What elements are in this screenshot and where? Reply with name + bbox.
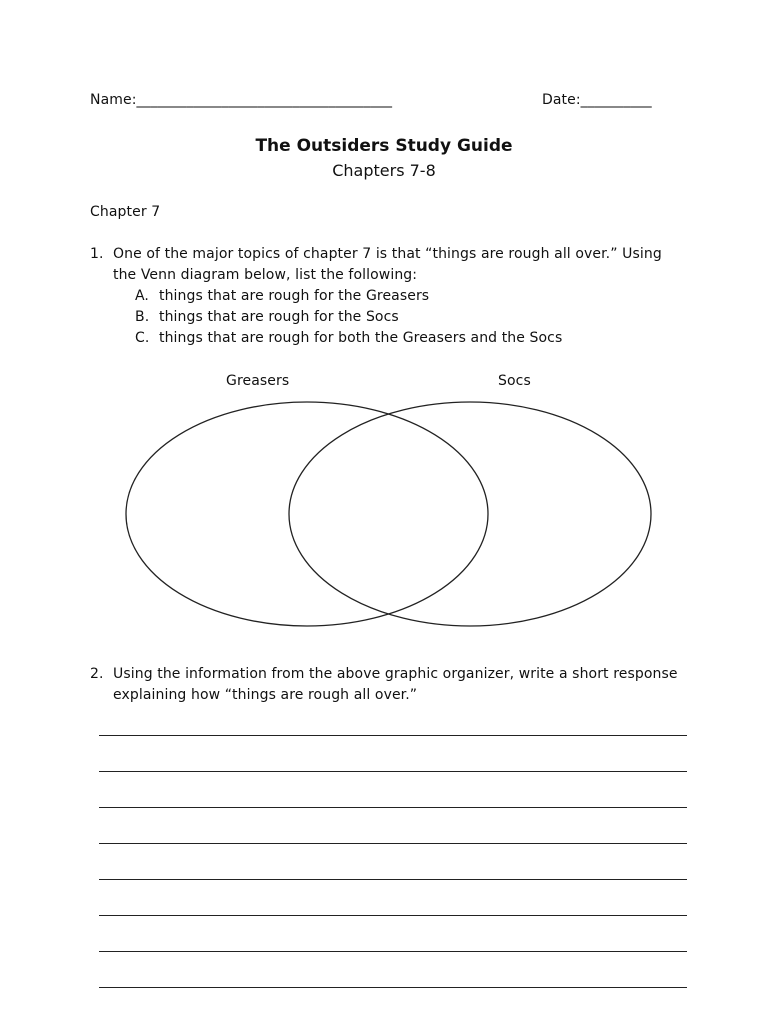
list-item: things that are rough for the Socs — [159, 309, 399, 325]
venn-diagram — [110, 390, 670, 640]
venn-label-greasers: Greasers — [226, 373, 290, 389]
question-2-number: 2. — [90, 666, 104, 682]
answer-line[interactable] — [99, 807, 687, 808]
question-2-text-line-2: explaining how “things are rough all over.” — [113, 687, 418, 703]
page-subtitle: Chapters 7-8 — [332, 161, 436, 180]
answer-line[interactable] — [99, 879, 687, 880]
answer-line[interactable] — [99, 771, 687, 772]
answer-line[interactable] — [99, 951, 687, 952]
venn-circle-greasers[interactable] — [126, 402, 488, 626]
answer-line[interactable] — [99, 735, 687, 736]
section-heading: Chapter 7 — [90, 204, 161, 220]
question-1-number: 1. — [90, 246, 104, 262]
venn-label-socs: Socs — [498, 373, 531, 389]
question-1-text-line-1: One of the major topics of chapter 7 is that “things are rough all over.” Using — [113, 246, 662, 262]
page-title: The Outsiders Study Guide — [255, 136, 513, 156]
list-item: things that are rough for both the Greasers and the Socs — [159, 330, 563, 346]
answer-line[interactable] — [99, 843, 687, 844]
list-item: things that are rough for the Greasers — [159, 288, 430, 304]
list-item-letter: C. — [135, 330, 150, 346]
list-item-letter: A. — [135, 288, 149, 304]
question-2-text-line-1: Using the information from the above graphic organizer, write a short response — [113, 666, 678, 682]
answer-line[interactable] — [99, 987, 687, 988]
answer-line[interactable] — [99, 915, 687, 916]
question-1-text-line-2: the Venn diagram below, list the following: — [113, 267, 418, 283]
date-field[interactable]: Date:__________ — [542, 92, 652, 108]
name-field[interactable]: Name:____________________________________ — [90, 92, 393, 108]
list-item-letter: B. — [135, 309, 150, 325]
venn-circle-socs[interactable] — [289, 402, 651, 626]
